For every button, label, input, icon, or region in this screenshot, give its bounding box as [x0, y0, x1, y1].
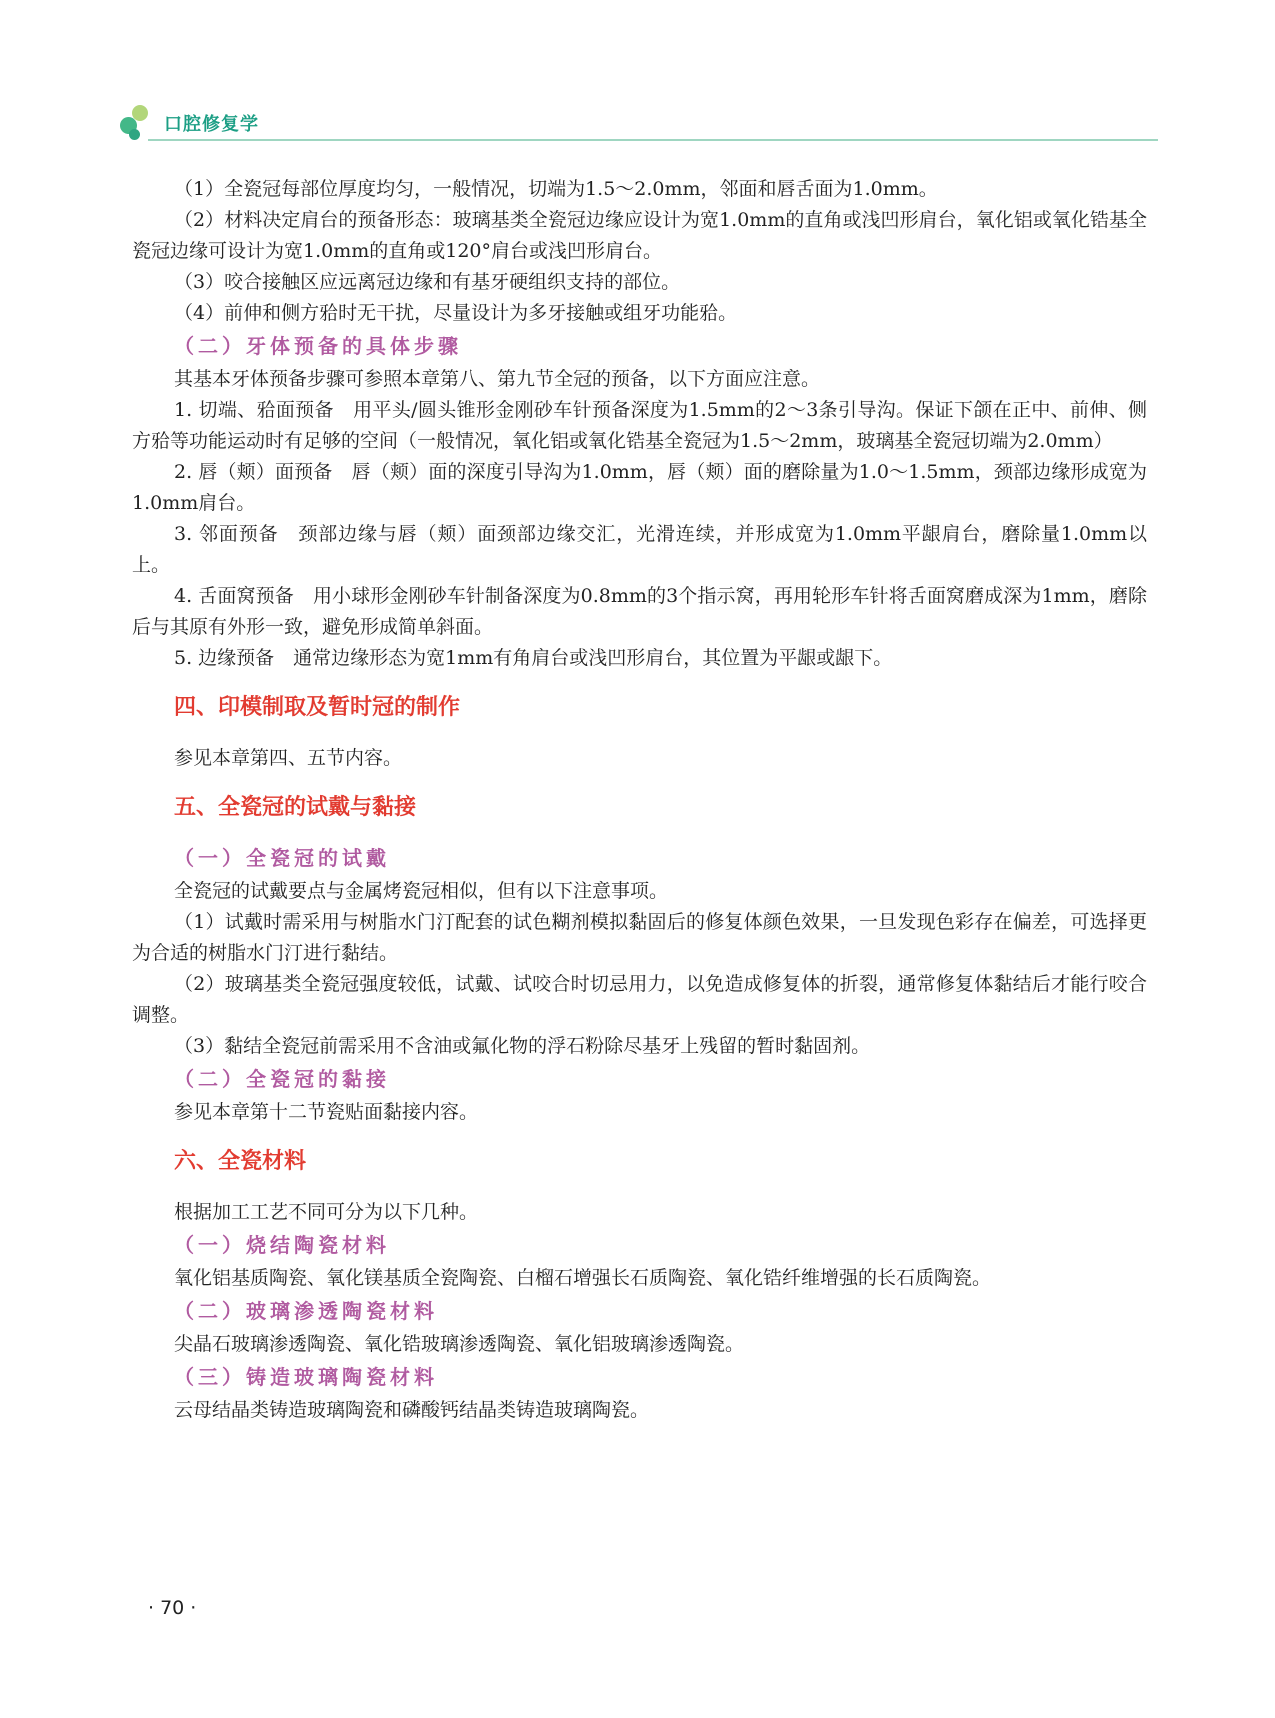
- paragraph: 参见本章第十二节瓷贴面黏接内容。: [174, 1101, 479, 1123]
- paragraph: 根据加工工艺不同可分为以下几种。: [174, 1201, 479, 1223]
- paragraph: （1）试戴时需采用与树脂水门汀配套的试色糊剂模拟黏固后的修复体颜色效果，一旦发现色彩存在偏差，可选择更为合适的树脂水门汀进行黏结。: [132, 911, 1147, 964]
- subsection-heading: （二）全瓷冠的黏接: [174, 1067, 390, 1091]
- section-heading: 六、全瓷材料: [174, 1149, 307, 1174]
- subsection-heading: （二）玻璃渗透陶瓷材料: [174, 1299, 438, 1323]
- paragraph: 5. 边缘预备 通常边缘形态为宽1mm有角肩台或浅凹形肩台，其位置为平龈或龈下。: [174, 647, 893, 669]
- paragraph: 其基本牙体预备步骤可参照本章第八、第九节全冠的预备，以下方面应注意。: [174, 368, 821, 390]
- paragraph: （2）玻璃基类全瓷冠强度较低，试戴、试咬合时切忌用力，以免造成修复体的折裂，通常修复体黏结后才能行咬合调整。: [132, 973, 1147, 1026]
- subsection-heading: （一）全瓷冠的试戴: [174, 846, 390, 870]
- section-heading: 五、全瓷冠的试戴与黏接: [174, 795, 417, 820]
- paragraph: 尖晶石玻璃渗透陶瓷、氧化锆玻璃渗透陶瓷、氧化铝玻璃渗透陶瓷。: [174, 1333, 745, 1355]
- paragraph: 3. 邻面预备 颈部边缘与唇（颊）面颈部边缘交汇，光滑连续，并形成宽为1.0mm平龈肩台，磨除量1.0mm以上。: [132, 523, 1147, 576]
- paragraph: （4）前伸和侧方𬌗时无干扰，尽量设计为多牙接触或组牙功能𬌗。: [174, 302, 738, 324]
- paragraph: 2. 唇（颊）面预备 唇（颊）面的深度引导沟为1.0mm，唇（颊）面的磨除量为1.0～1.5mm，颈部边缘形成宽为1.0mm肩台。: [132, 461, 1147, 514]
- paragraph: （2）材料决定肩台的预备形态：玻璃基类全瓷冠边缘应设计为宽1.0mm的直角或浅凹形肩台，氧化铝或氧化锆基全瓷冠边缘可设计为宽1.0mm的直角或120°肩台或浅凹形肩台。: [132, 209, 1147, 262]
- book-title: 口腔修复学: [164, 114, 259, 135]
- paragraph: 4. 舌面窝预备 用小球形金刚砂车针制备深度为0.8mm的3个指示窝，再用轮形车针将舌面窝磨成深为1mm，磨除后与其原有外形一致，避免形成简单斜面。: [132, 585, 1147, 638]
- paragraph: 全瓷冠的试戴要点与金属烤瓷冠相似，但有以下注意事项。: [174, 880, 669, 902]
- paragraph: 参见本章第四、五节内容。: [174, 747, 403, 769]
- page-body: [132, 174, 1147, 1426]
- subsection-heading: （三）铸造玻璃陶瓷材料: [174, 1365, 438, 1389]
- header-divider: [148, 139, 1158, 141]
- subsection-heading: （二）牙体预备的具体步骤: [174, 334, 462, 358]
- section-heading: 四、印模制取及暂时冠的制作: [174, 695, 461, 720]
- paragraph: （3）黏结全瓷冠前需采用不含油或氟化物的浮石粉除尽基牙上残留的暂时黏固剂。: [174, 1035, 871, 1057]
- paragraph: （3）咬合接触区应远离冠边缘和有基牙硬组织支持的部位。: [174, 271, 681, 293]
- subsection-heading: （一）烧结陶瓷材料: [174, 1233, 390, 1257]
- paragraph: 氧化铝基质陶瓷、氧化镁基质全瓷陶瓷、白榴石增强长石质陶瓷、氧化锆纤维增强的长石质陶瓷。: [174, 1267, 992, 1289]
- paragraph: 云母结晶类铸造玻璃陶瓷和磷酸钙结晶类铸造玻璃陶瓷。: [174, 1399, 650, 1421]
- paragraph: （1）全瓷冠每部位厚度均匀，一般情况，切端为1.5～2.0mm，邻面和唇舌面为1.0mm。: [174, 178, 938, 200]
- paragraph: 1. 切端、𬌗面预备 用平头/圆头锥形金刚砂车针预备深度为1.5mm的2～3条引导沟。保证下颌在正中、前伸、侧方𬌗等功能运动时有足够的空间（一般情况，氧化铝或氧化锆基全瓷冠为1.5～2mm，玻璃基全瓷冠切端为2.0mm）: [132, 399, 1147, 452]
- page-number: · 70 ·: [148, 1597, 197, 1619]
- page-header: [118, 98, 1158, 148]
